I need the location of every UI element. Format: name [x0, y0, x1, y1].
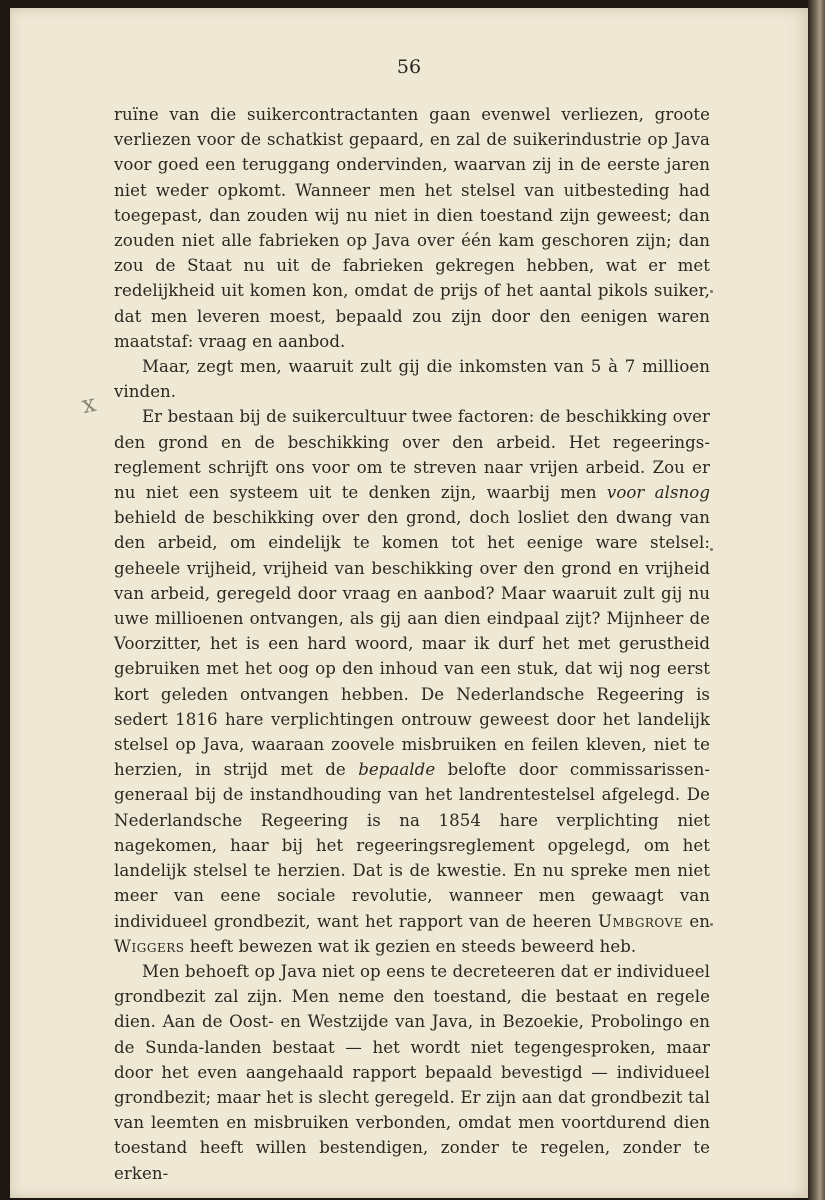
paragraph: [114, 354, 710, 404]
paragraph: [114, 959, 710, 1186]
italic-text: voor alsnog: [606, 483, 710, 503]
text-run: behield de beschikking over den grond, doch losliet den dwang van den arbeid, om eindelijk te komen tot het eenige ware stelsel: geheele vrijheid, vrijheid van beschikking over den grond en vrijheid van arbeid, geregeld door vraag en aanbod? Maar waaruit zult gij nu uwe millioenen ontvangen, als gij aan dien eindpaal zijt? Mijnheer de Voorzitter, het is een hard woord, maar ik durf het met gerustheid gebruiken met het oog op den inhoud van een stuk, dat wij nog eerst kort geleden ontvangen hebben. De Nederlandsche Regeering is sedert 1816 hare verplichtingen ontrouw geweest door het landelijk stelsel op Java, waaraan zoovele misbruiken en feilen kleven, niet te herzien, in strijd met de: [114, 508, 710, 780]
paper-speck: [710, 548, 713, 551]
italic-text: bepaalde: [358, 760, 436, 780]
small-caps-name: Umbgrove: [598, 911, 683, 931]
book-page: [10, 8, 808, 1198]
text-run: ruïne van die suikercontractanten gaan evenwel verliezen, groote verliezen voor de schatkist gepaard, en zal de suikerindustrie op Java voor goed een teruggang ondervinden, waarvan zij in de eerste jaren niet weder opkomt. Wanneer men het stelsel van uitbesteding had toegepast, dan zouden wij nu niet in dien toestand zijn geweest; dan zouden niet alle fabrieken op Java over één kam geschoren zijn; dan zou de Staat nu uit de fabrieken gekregen hebben, wat er met redelijkheid uit komen kon, omdat de prijs of het aantal pikols suiker, dat men leveren moest, bepaald zou zijn door den eenigen waren maatstaf: vraag en aanbod.: [114, 105, 710, 351]
text-run: Men behoeft op Java niet op eens te decreteeren dat er individueel grondbezit zal zijn. Men neme den toestand, die bestaat en regele dien. Aan de Oost- en Westzijde van Java, in Bezoekie, Probolingo en de Sunda-landen bestaat — het wordt niet tegengesproken, maar door het even aangehaald rapport bepaald bevestigd — individueel grondbezit; maar het is slecht geregeld. Er zijn aan dat grondbezit tal van leemten en misbruiken verbonden, omdat men voortdurend dien toestand heeft willen bestendigen, zonder te regelen, zonder te erken-: [114, 961, 710, 1183]
text-run: Er bestaan bij de suikercultuur twee factoren: de beschikking over den grond en de beschikking over den arbeid. Het regeerings-reglement schrijft ons voor om te streven naar vrijen arbeid. Zou er nu niet een systeem uit te denken zijn, waarbij men: [114, 407, 710, 503]
text-run: belofte door commissarissen-generaal bij de instandhouding van het landrentestelsel afgelegd. De Nederlandsche Regeering is na 1854 hare verplichting niet nagekomen, haar bij het regeeringsreglement opgelegd, om het landelijk stelsel te herzien. Dat is de kwestie. En nu spreke men niet meer van eene sociale revolutie, wanneer men gewaagt van individueel grondbezit, want het rapport van de heeren: [114, 760, 710, 931]
paper-speck: [710, 923, 713, 926]
body-text: [114, 102, 710, 1186]
text-run: Maar, zegt men, waaruit zult gij die inkomsten van 5 à 7 millioen vinden.: [114, 357, 710, 402]
small-caps-name: Wiggers: [114, 936, 185, 956]
paragraph: [114, 404, 710, 958]
margin-pencil-mark: x: [79, 388, 99, 420]
paragraph: [114, 102, 710, 354]
paper-speck: [710, 290, 713, 293]
text-run: en: [683, 911, 710, 931]
text-run: heeft bewezen wat ik gezien en steeds beweerd heb.: [184, 936, 637, 956]
page-number: 56: [396, 56, 422, 78]
page-edge: [808, 0, 825, 1200]
